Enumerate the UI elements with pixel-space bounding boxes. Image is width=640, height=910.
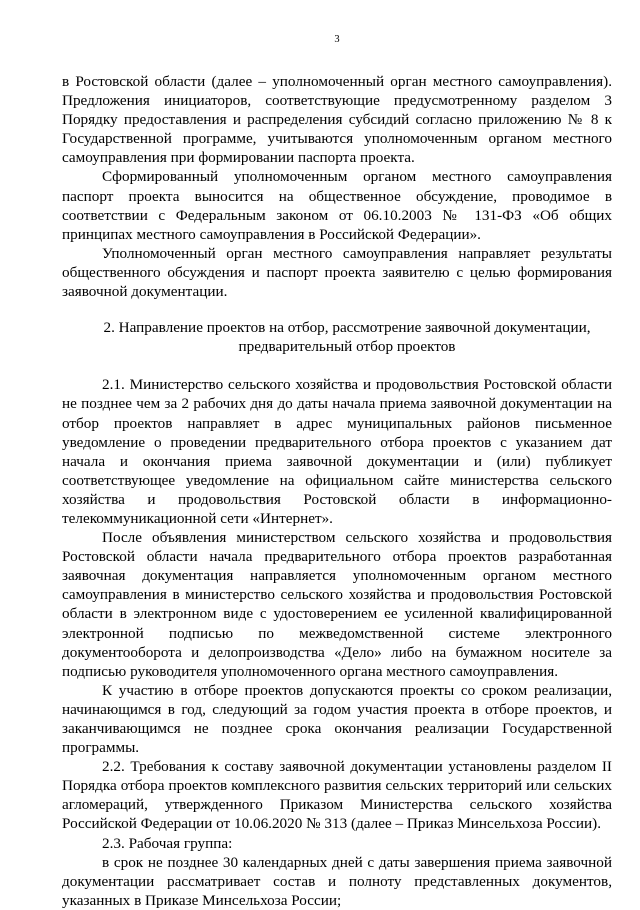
paragraph-participation: К участию в отборе проектов допускаются проекты со сроком реализации, начинающимся в год, следующий за годом участия проекта в отборе проектов, и заканчивающимся не позднее срока окончания реализации Государственной программы. <box>62 681 612 757</box>
paragraph-working-group-review: в срок не позднее 30 календарных дней с даты завершения приема заявочной документации рассматривает состав и полноту представленных документов, указанных в Приказе Минсельхоза России; <box>62 853 612 909</box>
paragraph-results-direction: Уполномоченный орган местного самоуправления направляет результаты общественного обсуждения и паспорт проекта заявителю с целью формирования заявочной документации. <box>62 244 612 301</box>
section-heading <box>62 318 612 356</box>
paragraph-after-announcement: После объявления министерством сельского хозяйства и продовольствия Ростовской области начала предварительного отбора проектов разработанная заявочная документация направляется уполномоченным органом местного самоуправления в министерство сельского хозяйства и продовольствия Ростовской области в электронном виде с удостоверением ее усиленной квалифицированной электронной подписью по межведомственной системе электронного документооборота и делопроизводства «Дело» либо на бумажном носителе за подписью руководителя уполномоченного органа местного самоуправления. <box>62 529 612 680</box>
paragraph-passport-discussion: Сформированный уполномоченным органом местного самоуправления паспорт проекта выносится на общественное обсуждение, проводимое в соответствии с Федеральным законом от 06.10.2003 № 131-ФЗ «Об общих принципах местного самоуправления в Российской Федерации». <box>62 168 612 243</box>
document-page <box>62 34 612 910</box>
section-heading-line-1: 2. Направление проектов на отбор, рассмотрение заявочной документации, <box>103 319 591 337</box>
paragraph-continuation: в Ростовской области (далее – уполномоченный орган местного самоуправления). Предложения инициаторов, соответствующие предусмотренному разделом 3 Порядку предоставления и распределения субсидий согласно приложению № 8 к Государственной программе, учитываются уполномоченным органом местного самоуправления при формировании паспорта проекта. <box>62 73 612 167</box>
paragraph-2-1: 2.1. Министерство сельского хозяйства и продовольствия Ростовской области не позднее чем за 2 рабочих дня до даты начала приема заявочной документации на отбор проектов направляет в адрес муниципальных районов письменное уведомление о проведении предварительного отбора проектов с указанием дат начала и окончания приема заявочной документации и (или) публикует соответствующее уведомление на официальном сайте министерства сельского хозяйства и продовольствия Ростовской области в информационно-телекоммуникационной сети «Интернет». <box>62 376 612 527</box>
paragraph-2-3: 2.3. Рабочая группа: <box>102 834 233 852</box>
paragraph-2-2: 2.2. Требования к составу заявочной документации установлены разделом II Порядка отбора проектов комплексного развития сельских территорий или сельских агломераций, утвержденного Приказом Министерства сельского хозяйства Российской Федерации от 10.06.2020 № 313 (далее – Приказ Минсельхоза России). <box>62 758 612 833</box>
page-number: 3 <box>334 34 340 45</box>
section-heading-line-2: предварительный отбор проектов <box>238 338 456 356</box>
